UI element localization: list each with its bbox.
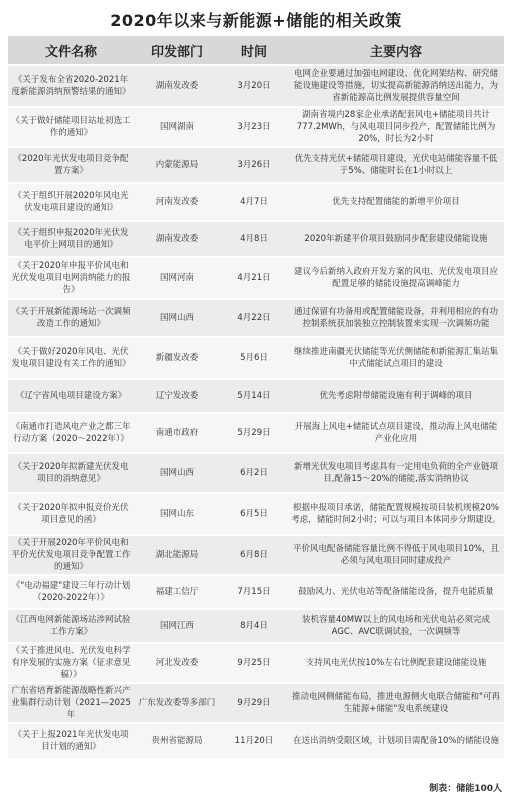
content-cell: 推动电网侧储能布局，推进电源侧火电联合储能和"可再生能源+储能"发电系统建设 [288, 683, 504, 723]
file-name-cell: 《关于组织开展2020年风电光伏发电项目建设的通知》 [8, 183, 134, 221]
department-cell: 福建工信厅 [134, 575, 220, 609]
content-cell: 新增光伏发电项目考虑具有一定用电负荷的全产业链项目,配备15～20%的储能,落实消纳协议 [288, 453, 504, 493]
department-cell: 新疆发改委 [134, 337, 220, 379]
time-cell: 5月14日 [220, 379, 288, 413]
content-cell: 继续推进南疆光伏储能等光伏侧储能和新能源汇集站集中式储能试点项目的建设 [288, 337, 504, 379]
file-name-cell: 《关于开展2020年平价风电和平价光伏发电项目竞争配置工作的通知》 [8, 535, 134, 575]
file-name-cell: 《关于2020年拟新建光伏发电项目的消纳意见》 [8, 453, 134, 493]
file-name-cell: 《关于2020年申报平价风电和光伏发电项目电网消纳能力的报告》 [8, 257, 134, 299]
table-row [8, 723, 504, 759]
file-name-cell: 《关于2020年拟申报竞价光伏项目意见的函》 [8, 493, 134, 535]
table-row [8, 299, 504, 337]
file-name-cell: 《关于开展新能源场站一次调频改造工作的通知》 [8, 299, 134, 337]
content-cell: 鼓励风力、光伏电站等配备储能设备，提升电能质量 [288, 575, 504, 609]
file-name-cell: 《关于上报2021年光伏发电项目计划的通知》 [8, 723, 134, 759]
time-cell: 5月6日 [220, 337, 288, 379]
content-cell: 在送出消纳受限区域，计划项目需配备10%的储能设施 [288, 723, 504, 759]
time-cell: 5月29日 [220, 413, 288, 453]
file-name-cell: 《关于推进风电、光伏发电科学有序发展的实施方案（征求意见稿）》 [8, 643, 134, 683]
file-name-cell: 《江西电网新能源场站涉网试验工作方案》 [8, 609, 134, 643]
table-header-row [8, 36, 504, 65]
footer-credit: 制表：储能100人 [429, 784, 502, 794]
file-name-cell: 《2020年光伏发电项目竞争配置方案》 [8, 147, 134, 183]
header-file-name: 文件名称 [8, 36, 134, 65]
department-cell: 国网山西 [134, 453, 220, 493]
department-cell: 国网山东 [134, 493, 220, 535]
time-cell: 3月26日 [220, 147, 288, 183]
department-cell: 国网河南 [134, 257, 220, 299]
table-row [8, 643, 504, 683]
department-cell: 内蒙能源局 [134, 147, 220, 183]
time-cell: 8月4日 [220, 609, 288, 643]
table-row [8, 65, 504, 107]
content-cell: 根据申报项目承诺，储能配置规模按项目装机规模20%考虑，储能时间2小时；可以与项目本体同步分期建设。 [288, 493, 504, 535]
file-name-cell: 广东省培育新能源战略性新兴产业集群行动计划（2021—2025年 [8, 683, 134, 723]
table-row [8, 379, 504, 413]
department-cell: 国网湖南 [134, 107, 220, 147]
content-cell: 建议今后新纳入政府开发方案的风电、光伏发电项目应配置足够的储能设施提高调峰能力 [288, 257, 504, 299]
time-cell: 6月8日 [220, 535, 288, 575]
time-cell: 3月20日 [220, 65, 288, 107]
content-cell: 通过保留有功备用或配置储能设备，并利用相应的有功控制系统获加装独立控制装置来实现一次调频功能 [288, 299, 504, 337]
time-cell: 7月15日 [220, 575, 288, 609]
file-name-cell: 《南通市打造风电产业之都三年行动方案（2020～2022年）》 [8, 413, 134, 453]
header-department: 印发部门 [134, 36, 220, 65]
time-cell: 4月7日 [220, 183, 288, 221]
content-cell: 电网企业要通过加强电网建设、优化网架结构、研究储能设施建设等措施，切实提高新能源消纳送出能力，为省新能源高比例发展提供容量空间 [288, 65, 504, 107]
department-cell: 河北发改委 [134, 643, 220, 683]
department-cell: 湖北能源局 [134, 535, 220, 575]
time-cell: 3月23日 [220, 107, 288, 147]
department-cell: 辽宁发改委 [134, 379, 220, 413]
department-cell: 河南发改委 [134, 183, 220, 221]
table-row [8, 575, 504, 609]
department-cell: 贵州省能源局 [134, 723, 220, 759]
table-row [8, 609, 504, 643]
time-cell: 6月2日 [220, 453, 288, 493]
file-name-cell: 《关于做好储能项目站址初选工作的通知》 [8, 107, 134, 147]
time-cell: 4月22日 [220, 299, 288, 337]
time-cell: 4月21日 [220, 257, 288, 299]
header-time: 时间 [220, 36, 288, 65]
content-cell: 优先支持光伏+储能项目建设，光伏电站储能容量不低于5%、储能时长在1小时以上 [288, 147, 504, 183]
page-title: 2020年以来与新能源+储能的相关政策 [110, 11, 402, 30]
header-content: 主要内容 [288, 36, 504, 65]
table-row [8, 413, 504, 453]
department-cell: 湖南发改委 [134, 65, 220, 107]
file-name-cell: 《"电动福建"建设三年行动计划（2020-2022年）》 [8, 575, 134, 609]
policy-table [8, 36, 504, 760]
department-cell: 国网江西 [134, 609, 220, 643]
content-cell: 湖南省境内28家企业承诺配套风电+储能项目共计777.2MWh，与风电项目同步投产，配置储能比例为20%，时长为2小时 [288, 107, 504, 147]
table-row [8, 453, 504, 493]
table-row [8, 337, 504, 379]
file-name-cell: 《关于发布全省2020-2021年度新能源消纳预警结果的通知》 [8, 65, 134, 107]
content-cell: 2020年新建平价项目鼓励同步配套建设储能设施 [288, 221, 504, 257]
table-row [8, 257, 504, 299]
content-cell: 优先考虑附带储能设施有利于调峰的项目 [288, 379, 504, 413]
table-row [8, 535, 504, 575]
table-row [8, 221, 504, 257]
department-cell: 南通市政府 [134, 413, 220, 453]
content-cell: 优先支持配置储能的新增平价项目 [288, 183, 504, 221]
time-cell: 4月8日 [220, 221, 288, 257]
department-cell: 广东发改委等多部门 [134, 683, 220, 723]
time-cell: 11月20日 [220, 723, 288, 759]
table-row [8, 183, 504, 221]
table-row [8, 147, 504, 183]
time-cell: 9月29日 [220, 683, 288, 723]
table-body [8, 65, 504, 759]
file-name-cell: 《关于做好2020年风电、光伏发电项目建设有关工作的通知》 [8, 337, 134, 379]
department-cell: 湖南发改委 [134, 221, 220, 257]
file-name-cell: 《辽宁省风电项目建设方案》 [8, 379, 134, 413]
file-name-cell: 《关于组织申报2020年光伏发电平价上网项目的通知》 [8, 221, 134, 257]
department-cell: 国网山西 [134, 299, 220, 337]
content-cell: 装机容量40MW以上的风电场和光伏电站必须完成AGC、AVC联调试验，一次调频等 [288, 609, 504, 643]
time-cell: 6月5日 [220, 493, 288, 535]
table-row [8, 493, 504, 535]
content-cell: 支持风电光伏按10%左右比例配套建设储能设施 [288, 643, 504, 683]
time-cell: 9月25日 [220, 643, 288, 683]
table-row [8, 107, 504, 147]
table-row [8, 683, 504, 723]
content-cell: 开展海上风电+储能试点项目建设，推动海上风电储能产业化应用 [288, 413, 504, 453]
content-cell: 平价风电配备储能容量比例不得低于风电项目10%，且必须与风电项目同时建成投产 [288, 535, 504, 575]
